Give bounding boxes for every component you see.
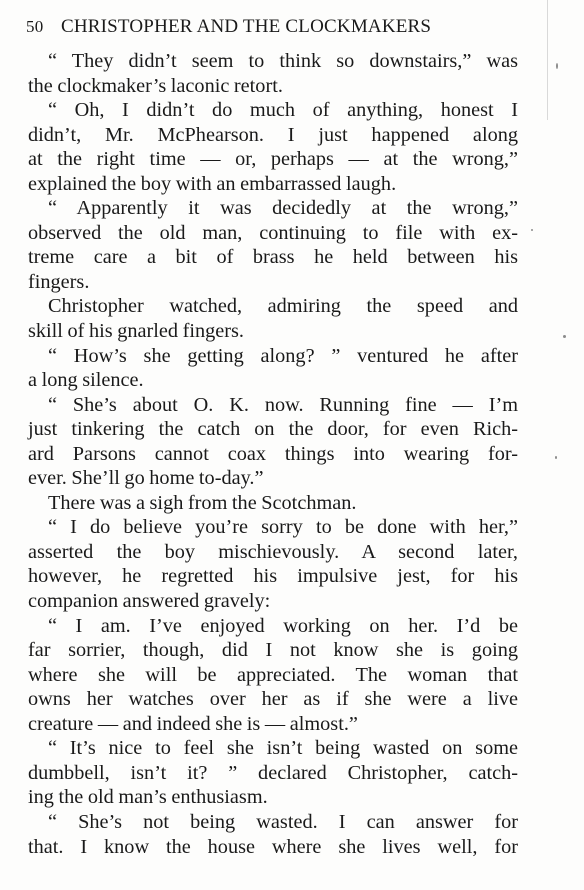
text-line: ever. She’ll go home to-day.” [28, 467, 264, 490]
text-line: “ Oh, I didn’t do much of anything, honest I [48, 99, 518, 122]
text-line: where she will be appreciated. The woman that [28, 663, 518, 686]
scan-speck [555, 456, 557, 459]
scan-speck [556, 63, 558, 69]
scan-speck [531, 229, 533, 231]
text-line: owns her watches over her as if she were a live [28, 688, 518, 711]
text-line: “ How’s she getting along? ” ventured he after [48, 344, 518, 367]
text-line: skill of his gnarled fingers. [28, 320, 244, 343]
text-line: fingers. [28, 270, 90, 293]
text-line: far sorrier, though, did I not know she is going [28, 639, 518, 662]
text-line: “ She’s about O. K. now. Running fine — I’m [48, 393, 518, 416]
text-line: ard Parsons cannot coax things into wearing for- [28, 442, 518, 465]
page-header [26, 16, 526, 44]
text-line: asserted the boy mischievously. A second later, [28, 540, 518, 563]
text-line: creature — and indeed she is — almost.” [28, 712, 358, 735]
scan-speck [563, 335, 566, 338]
text-line: at the right time — or, perhaps — at the wrong,” [28, 148, 518, 171]
page-number: 50 [26, 17, 44, 36]
text-line: “ It’s nice to feel she isn’t being wasted on some [48, 737, 518, 760]
text-line: “ Apparently it was decidedly at the wrong,” [48, 197, 518, 220]
text-line: a long silence. [28, 369, 144, 392]
text-line: “ They didn’t seem to think so downstairs,” was [48, 50, 518, 72]
text-line: dumbbell, isn’t it? ” declared Christopher, catch- [28, 761, 518, 784]
text-line: observed the old man, continuing to file with ex- [28, 221, 518, 244]
text-line: companion answered gravely: [28, 590, 271, 613]
text-line: “ She’s not being wasted. I can answer for [48, 810, 518, 833]
text-line: just tinkering the catch on the door, for even Rich- [28, 418, 518, 441]
scan-margin-line [547, 0, 548, 120]
text-line: “ I am. I’ve enjoyed working on her. I’d be [48, 614, 518, 637]
text-line: didn’t, Mr. McPhearson. I just happened along [28, 123, 518, 146]
text-line: however, he regretted his impulsive jest, for his [28, 565, 518, 588]
body-text [28, 49, 518, 859]
running-head: CHRISTOPHER AND THE CLOCKMAKERS [60, 16, 432, 37]
text-line: Christopher watched, admiring the speed and [48, 295, 518, 318]
text-line: the clockmaker’s laconic retort. [28, 74, 283, 97]
text-line: ing the old man’s enthusiasm. [28, 786, 268, 809]
text-line: There was a sigh from the Scotchman. [48, 491, 357, 514]
text-line: that. I know the house where she lives well, for [28, 835, 518, 858]
text-line: “ I do believe you’re sorry to be done with her,” [48, 516, 518, 539]
text-line: explained the boy with an embarrassed laugh. [28, 172, 397, 195]
text-line: treme care a bit of brass he held between his [28, 246, 518, 269]
